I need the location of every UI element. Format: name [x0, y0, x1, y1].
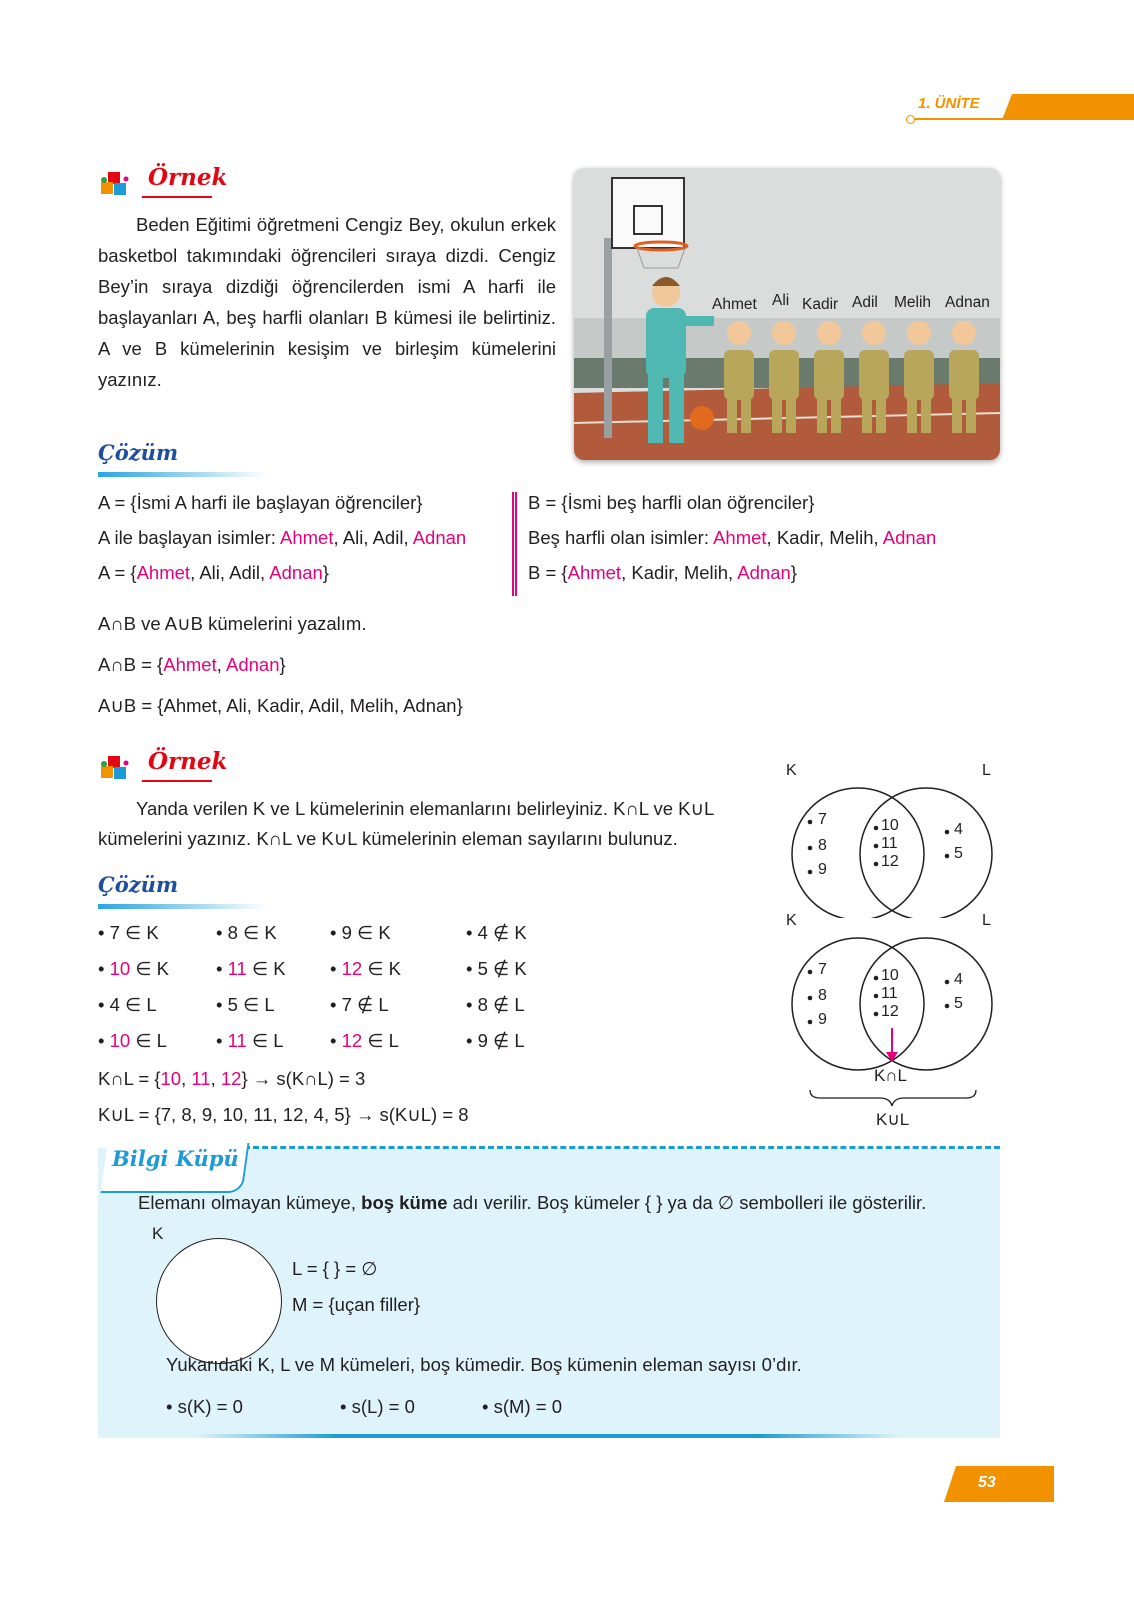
sep: , — [190, 562, 200, 583]
set-a-result — [98, 558, 508, 593]
sep: , — [210, 1068, 221, 1089]
set-a-names-line — [98, 523, 508, 558]
bullet: • — [98, 1030, 110, 1051]
solution2-title: Çözüm — [98, 872, 179, 897]
membership-value: 10 — [109, 958, 131, 979]
bullet: • — [466, 994, 478, 1015]
name-kadir: Kadir — [631, 562, 674, 583]
info-bottom-line — [196, 1434, 900, 1438]
membership-item — [330, 918, 391, 948]
bullet: • — [330, 1030, 342, 1051]
membership-item — [330, 954, 401, 984]
example1-title-underline — [142, 196, 212, 198]
membership-value: 9 — [477, 1030, 488, 1051]
solution1-left-column — [98, 488, 508, 593]
close-brace: } — [279, 654, 286, 675]
membership-item — [98, 954, 169, 984]
set-m-empty: M = {uçan filler} — [292, 1294, 421, 1315]
info-dash-line — [244, 1146, 1000, 1149]
venn-value: 4 — [954, 971, 963, 988]
bullet: • — [330, 994, 342, 1015]
membership-item — [216, 918, 277, 948]
venn-union-label: K∪L — [876, 1110, 910, 1129]
venn-value: 12 — [881, 1003, 899, 1020]
membership-relation: ∈ K — [246, 958, 286, 979]
bullet: • — [98, 958, 110, 979]
info-definition — [138, 1188, 926, 1218]
picture-name-labels — [712, 294, 1000, 316]
example2-title-underline — [142, 780, 212, 782]
bullet: • — [98, 994, 110, 1015]
membership-item — [330, 990, 389, 1020]
name-ahmet: Ahmet — [280, 527, 334, 548]
unit-line-dot — [906, 115, 915, 124]
sep: , — [873, 527, 883, 548]
venn-value: 11 — [881, 985, 898, 1002]
membership-row — [98, 954, 598, 990]
venn-value: 8 — [818, 837, 827, 854]
picture-name: Kadir — [802, 296, 839, 313]
membership-relation: ∈ K — [362, 958, 401, 979]
example1-title: Örnek — [148, 164, 228, 191]
name-adil: Adil — [372, 527, 404, 548]
picture-name: Adil — [852, 294, 878, 311]
count-m-text: s(M) = 0 — [493, 1396, 562, 1417]
picture-name: Melih — [894, 294, 932, 311]
membership-row — [98, 990, 598, 1026]
solution1-title-bar — [98, 472, 268, 477]
info-line1-pre: Elemanı olmayan kümeye, — [138, 1192, 362, 1213]
membership-value: 9 — [341, 922, 352, 943]
sep: , — [219, 562, 230, 583]
unit-line — [910, 118, 1134, 120]
bullet: • — [98, 922, 110, 943]
name-adnan: Adnan — [737, 562, 791, 583]
info-line1-post: adı verilir. Boş kümeler { } ya da ∅ sembolleri ile gösterilir. — [447, 1192, 927, 1213]
venn-value: 10 — [881, 967, 899, 984]
membership-table — [98, 918, 598, 1062]
venn-label-l: L — [982, 762, 991, 779]
membership-value: 11 — [227, 958, 247, 979]
value-11: 11 — [191, 1068, 211, 1089]
example2-line2: kümelerini yazınız. K∩L ve K∪L kümelerinin eleman sayılarını bulunuz. — [98, 828, 678, 849]
membership-relation: ∈ L — [362, 1030, 399, 1051]
membership-value: 7 — [109, 922, 120, 943]
set-b-result — [528, 558, 998, 593]
sep: , — [766, 527, 777, 548]
membership-value: 5 — [477, 958, 488, 979]
bullet: • — [216, 1030, 228, 1051]
unit-badge — [1002, 94, 1134, 120]
membership-relation: ∉ K — [487, 958, 527, 979]
sep: , — [181, 1068, 192, 1089]
solution1-intro: A∩B ve A∪B kümelerini yazalım. — [98, 613, 367, 634]
membership-value: 4 — [477, 922, 488, 943]
close-brace: } — [322, 562, 329, 583]
sep: , — [621, 562, 632, 583]
name-kadir: Kadir — [776, 527, 819, 548]
solution2-title-bar — [98, 904, 268, 909]
membership-value: 12 — [341, 958, 363, 979]
membership-item — [216, 1026, 284, 1056]
membership-item — [98, 990, 157, 1020]
membership-item — [466, 990, 525, 1020]
name-adnan: Adnan — [225, 654, 280, 675]
cube-icon — [98, 754, 132, 789]
venn-value: 10 — [881, 817, 899, 834]
line-suffix: } → s(K∩L) = 3 — [241, 1068, 366, 1089]
name-ali: Ali — [199, 562, 220, 583]
close-brace: } — [790, 562, 797, 583]
page-number: 53 — [978, 1474, 996, 1491]
membership-relation: ∈ L — [237, 994, 275, 1015]
membership-item — [330, 1026, 399, 1056]
membership-value: 12 — [341, 1030, 363, 1051]
bullet: • — [330, 958, 342, 979]
name-ahmet: Ahmet — [567, 562, 622, 583]
value-12: 12 — [220, 1068, 242, 1089]
membership-relation: ∉ K — [487, 922, 527, 943]
venn-diagram-2 — [780, 912, 1000, 1133]
membership-item — [98, 1026, 167, 1056]
sep: , — [819, 527, 830, 548]
solution2-union: K∪L = {7, 8, 9, 10, 11, 12, 4, 5} → s(K∪L) = 8 — [98, 1104, 469, 1125]
membership-item — [216, 990, 275, 1020]
membership-value: 8 — [227, 922, 238, 943]
solution1-right-column — [528, 488, 998, 593]
basketball-picture — [574, 168, 1000, 460]
set-b-names-line — [528, 523, 998, 558]
empty-set-circle — [156, 1238, 282, 1364]
venn-value: 4 — [954, 821, 963, 838]
count-l: • s(L) = 0 — [340, 1396, 415, 1417]
unit-label: 1. ÜNİTE — [918, 95, 980, 112]
line-prefix: A = { — [98, 562, 137, 583]
membership-item — [466, 954, 527, 984]
membership-value: 7 — [341, 994, 352, 1015]
membership-item — [466, 918, 527, 948]
picture-name: Ali — [772, 292, 790, 309]
venn-value: 9 — [818, 1011, 827, 1028]
info-line1-bold: boş küme — [361, 1192, 448, 1213]
name-adnan: Adnan — [412, 527, 467, 548]
venn-value: 9 — [818, 861, 827, 878]
membership-row — [98, 918, 598, 954]
sep: , — [216, 654, 226, 675]
cube-icon — [98, 170, 132, 205]
name-ali: Ali — [342, 527, 364, 548]
name-ahmet: Ahmet — [713, 527, 767, 548]
membership-relation: ∈ K — [119, 922, 159, 943]
bullet: • — [216, 994, 228, 1015]
venn-label-k: K — [786, 912, 797, 929]
set-a-definition: A = {İsmi A harfi ile başlayan öğrenciler} — [98, 492, 423, 513]
example1-paragraph: Beden Eğitimi öğretmeni Cengiz Bey, okulun erkek basketbol takımındaki öğrencileri sıraya dizdi. Cengiz Bey’in sıraya dizdiği öğrencilerden ismi A harfi ile başlayanları A, beş harfli olanları B kümesi ile belirtiniz. A ve B kümelerinin kesişim ve birleşim kümelerini yazınız. — [98, 214, 556, 390]
solution1-intersection — [98, 650, 286, 680]
membership-relation: ∉ L — [351, 994, 389, 1015]
line-prefix: A ile başlayan isimler: — [98, 527, 281, 548]
line-prefix: Beş harfli olan isimler: — [528, 527, 714, 548]
count-m: • s(M) = 0 — [482, 1396, 562, 1417]
membership-value: 10 — [109, 1030, 131, 1051]
venn-value: 8 — [818, 987, 827, 1004]
sep: , — [728, 562, 738, 583]
membership-item — [466, 1026, 525, 1056]
venn-value: 5 — [954, 995, 963, 1012]
membership-relation: ∈ K — [130, 958, 169, 979]
venn-value: 7 — [818, 811, 827, 828]
venn-label-k: K — [786, 762, 797, 779]
membership-relation: ∈ L — [246, 1030, 284, 1051]
membership-item — [216, 954, 286, 984]
count-l-text: s(L) = 0 — [351, 1396, 415, 1417]
example2-line1: Yanda verilen K ve L kümelerinin elemanlarını belirleyiniz. K∩L ve K∪L — [136, 798, 715, 819]
set-b-definition: B = {İsmi beş harfli olan öğrenciler} — [528, 492, 815, 513]
venn-diagram-1 — [780, 762, 1000, 918]
line-prefix: K∩L = { — [98, 1068, 161, 1089]
picture-name: Adnan — [945, 294, 990, 311]
membership-value: 8 — [477, 994, 488, 1015]
sep: , — [673, 562, 684, 583]
membership-relation: ∈ K — [351, 922, 391, 943]
line-prefix: B = { — [528, 562, 568, 583]
name-adnan: Adnan — [882, 527, 937, 548]
picture-name: Ahmet — [712, 296, 757, 313]
membership-relation: ∉ L — [487, 1030, 525, 1051]
info-title: Bilgi Küpü — [112, 1146, 239, 1171]
name-melih: Melih — [829, 527, 874, 548]
column-divider — [512, 492, 517, 596]
bullet: • — [216, 958, 228, 979]
name-ahmet: Ahmet — [136, 562, 191, 583]
empty-set-label: K — [152, 1224, 164, 1243]
bullet: • — [466, 1030, 478, 1051]
solution2-intersection — [98, 1064, 365, 1094]
membership-value: 5 — [227, 994, 238, 1015]
sep: , — [363, 527, 373, 548]
bullet: • — [330, 922, 342, 943]
membership-value: 4 — [109, 994, 120, 1015]
solution1-union: A∪B = {Ahmet, Ali, Kadir, Adil, Melih, Adnan} — [98, 695, 463, 716]
sep: , — [260, 562, 270, 583]
set-l-empty: L = { } = ∅ — [292, 1258, 378, 1279]
membership-value: 11 — [227, 1030, 247, 1051]
venn-value: 7 — [818, 961, 827, 978]
example2-title: Örnek — [148, 748, 228, 775]
name-adnan: Adnan — [269, 562, 323, 583]
membership-item — [98, 918, 159, 948]
sep: , — [333, 527, 343, 548]
bullet: • — [466, 922, 478, 943]
name-ahmet: Ahmet — [163, 654, 217, 675]
membership-row — [98, 1026, 598, 1062]
membership-relation: ∉ L — [487, 994, 525, 1015]
sep: , — [403, 527, 413, 548]
solution1-title: Çözüm — [98, 440, 179, 465]
venn-label-l: L — [982, 912, 991, 929]
venn-value: 5 — [954, 845, 963, 862]
membership-relation: ∈ K — [237, 922, 277, 943]
info-note: Yukarıdaki K, L ve M kümeleri, boş kümedir. Boş kümenin eleman sayısı 0’dır. — [166, 1354, 802, 1375]
name-adil: Adil — [229, 562, 261, 583]
bullet: • — [466, 958, 478, 979]
count-k: • s(K) = 0 — [166, 1396, 243, 1417]
venn-value: 11 — [881, 835, 898, 852]
name-melih: Melih — [683, 562, 729, 583]
count-k-text: s(K) = 0 — [177, 1396, 243, 1417]
membership-relation: ∈ L — [130, 1030, 167, 1051]
venn-intersection-label: K∩L — [874, 1066, 908, 1085]
value-10: 10 — [160, 1068, 182, 1089]
page-badge — [944, 1466, 1054, 1502]
line-prefix: A∩B = { — [98, 654, 164, 675]
membership-relation: ∈ L — [119, 994, 157, 1015]
bullet: • — [216, 922, 228, 943]
venn-value: 12 — [881, 853, 899, 870]
